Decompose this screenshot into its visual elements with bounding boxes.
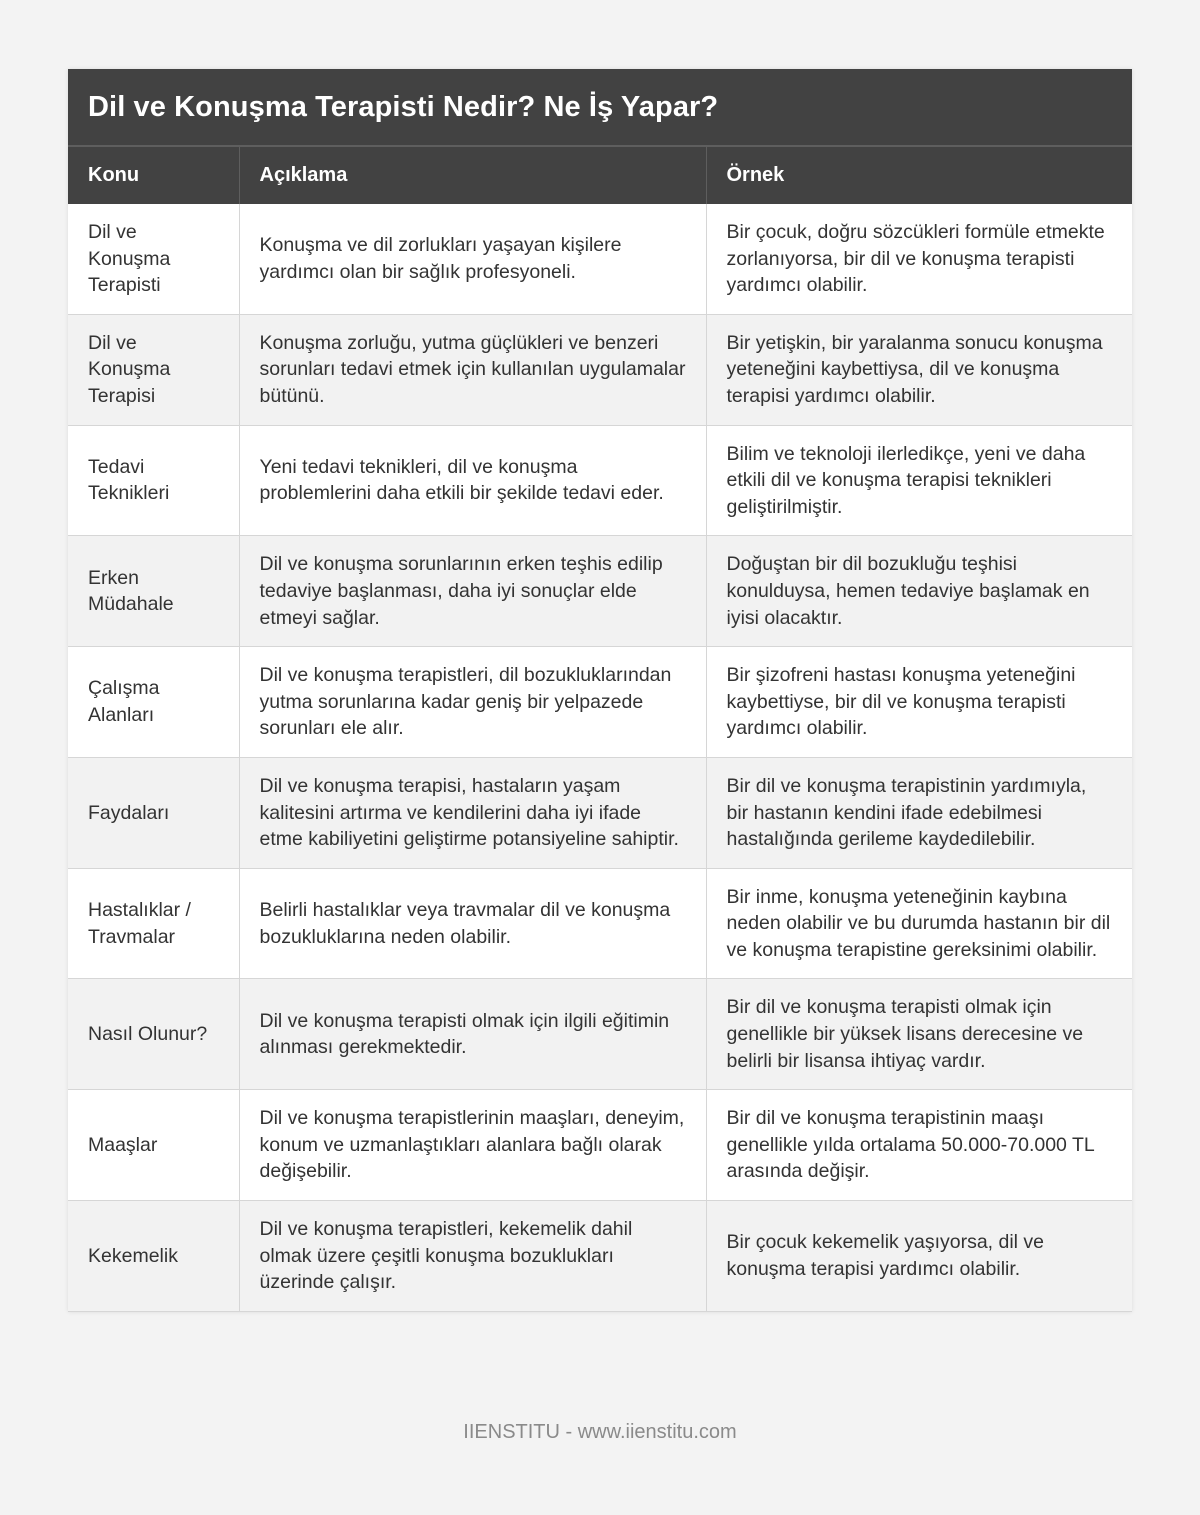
cell-ornek: Bir inme, konuşma yeteneğinin kaybına neden olabilir ve bu durumda hastanın bir dil ve konuşma terapistine gereksinimi olabilir. — [706, 868, 1132, 979]
cell-aciklama: Dil ve konuşma terapisti olmak için ilgili eğitimin alınması gerekmektedir. — [239, 979, 706, 1090]
cell-aciklama: Dil ve konuşma terapistleri, kekemelik dahil olmak üzere çeşitli konuşma bozuklukları üzerinde çalışır. — [239, 1201, 706, 1312]
cell-aciklama: Dil ve konuşma sorunlarının erken teşhis edilip tedaviye başlanması, daha iyi sonuçlar elde etmeyi sağlar. — [239, 536, 706, 647]
cell-aciklama: Dil ve konuşma terapistlerinin maaşları, deneyim, konum ve uzmanlaştıkları alanlara bağlı olarak değişebilir. — [239, 1090, 706, 1201]
info-table — [68, 145, 1132, 1312]
cell-konu: Tedavi Teknikleri — [68, 425, 239, 536]
cell-konu: Hastalıklar / Travmalar — [68, 868, 239, 979]
table-row — [68, 757, 1132, 868]
cell-ornek: Doğuştan bir dil bozukluğu teşhisi konulduysa, hemen tedaviye başlamak en iyisi olacaktır. — [706, 536, 1132, 647]
header-row — [68, 146, 1132, 204]
content-card — [68, 69, 1132, 1312]
table-row — [68, 979, 1132, 1090]
title-bar — [68, 69, 1132, 145]
page-title: Dil ve Konuşma Terapisti Nedir? Ne İş Yapar? — [88, 90, 719, 123]
cell-aciklama: Konuşma ve dil zorlukları yaşayan kişilere yardımcı olan bir sağlık profesyoneli. — [239, 204, 706, 314]
cell-konu: Erken Müdahale — [68, 536, 239, 647]
cell-konu: Dil ve Konuşma Terapisi — [68, 314, 239, 425]
table-row — [68, 647, 1132, 758]
cell-konu: Nasıl Olunur? — [68, 979, 239, 1090]
table-row — [68, 1201, 1132, 1312]
cell-ornek: Bir dil ve konuşma terapistinin yardımıyla, bir hastanın kendini ifade edebilmesi hastalığında gerileme kaydedilebilir. — [706, 757, 1132, 868]
cell-ornek: Bir dil ve konuşma terapisti olmak için genellikle bir yüksek lisans derecesine ve belirli bir lisansa ihtiyaç vardır. — [706, 979, 1132, 1090]
footer-credit: IIENSTITU - www.iienstitu.com — [463, 1421, 737, 1443]
cell-konu: Maaşlar — [68, 1090, 239, 1201]
cell-aciklama: Yeni tedavi teknikleri, dil ve konuşma problemlerini daha etkili bir şekilde tedavi eder. — [239, 425, 706, 536]
table-row — [68, 1090, 1132, 1201]
column-header-konu: Konu — [68, 146, 239, 204]
column-header-aciklama: Açıklama — [239, 146, 706, 204]
table-row — [68, 868, 1132, 979]
table-header — [68, 146, 1132, 204]
table-row — [68, 425, 1132, 536]
cell-konu: Çalışma Alanları — [68, 647, 239, 758]
cell-aciklama: Konuşma zorluğu, yutma güçlükleri ve benzeri sorunları tedavi etmek için kullanılan uygulamalar bütünü. — [239, 314, 706, 425]
cell-ornek: Bilim ve teknoloji ilerledikçe, yeni ve daha etkili dil ve konuşma terapisi teknikleri geliştirilmiştir. — [706, 425, 1132, 536]
cell-ornek: Bir çocuk, doğru sözcükleri formüle etmekte zorlanıyorsa, bir dil ve konuşma terapisti yardımcı olabilir. — [706, 204, 1132, 314]
cell-konu: Faydaları — [68, 757, 239, 868]
table-body — [68, 204, 1132, 1311]
cell-ornek: Bir yetişkin, bir yaralanma sonucu konuşma yeteneğini kaybettiysa, dil ve konuşma terapisi yardımcı olabilir. — [706, 314, 1132, 425]
cell-aciklama: Belirli hastalıklar veya travmalar dil ve konuşma bozukluklarına neden olabilir. — [239, 868, 706, 979]
table-row — [68, 536, 1132, 647]
cell-ornek: Bir şizofreni hastası konuşma yeteneğini kaybettiyse, bir dil ve konuşma terapisti yardımcı olabilir. — [706, 647, 1132, 758]
cell-ornek: Bir çocuk kekemelik yaşıyorsa, dil ve konuşma terapisi yardımcı olabilir. — [706, 1201, 1132, 1312]
cell-aciklama: Dil ve konuşma terapistleri, dil bozukluklarından yutma sorunlarına kadar geniş bir yelpazede sorunları ele alır. — [239, 647, 706, 758]
cell-aciklama: Dil ve konuşma terapisi, hastaların yaşam kalitesini artırma ve kendilerini daha iyi ifade etme kabiliyetini geliştirme potansiyeline sahiptir. — [239, 757, 706, 868]
table-row — [68, 204, 1132, 314]
table-row — [68, 314, 1132, 425]
column-header-ornek: Örnek — [706, 146, 1132, 204]
cell-konu: Dil ve Konuşma Terapisti — [68, 204, 239, 314]
cell-ornek: Bir dil ve konuşma terapistinin maaşı genellikle yılda ortalama 50.000-70.000 TL arasında değişir. — [706, 1090, 1132, 1201]
cell-konu: Kekemelik — [68, 1201, 239, 1312]
